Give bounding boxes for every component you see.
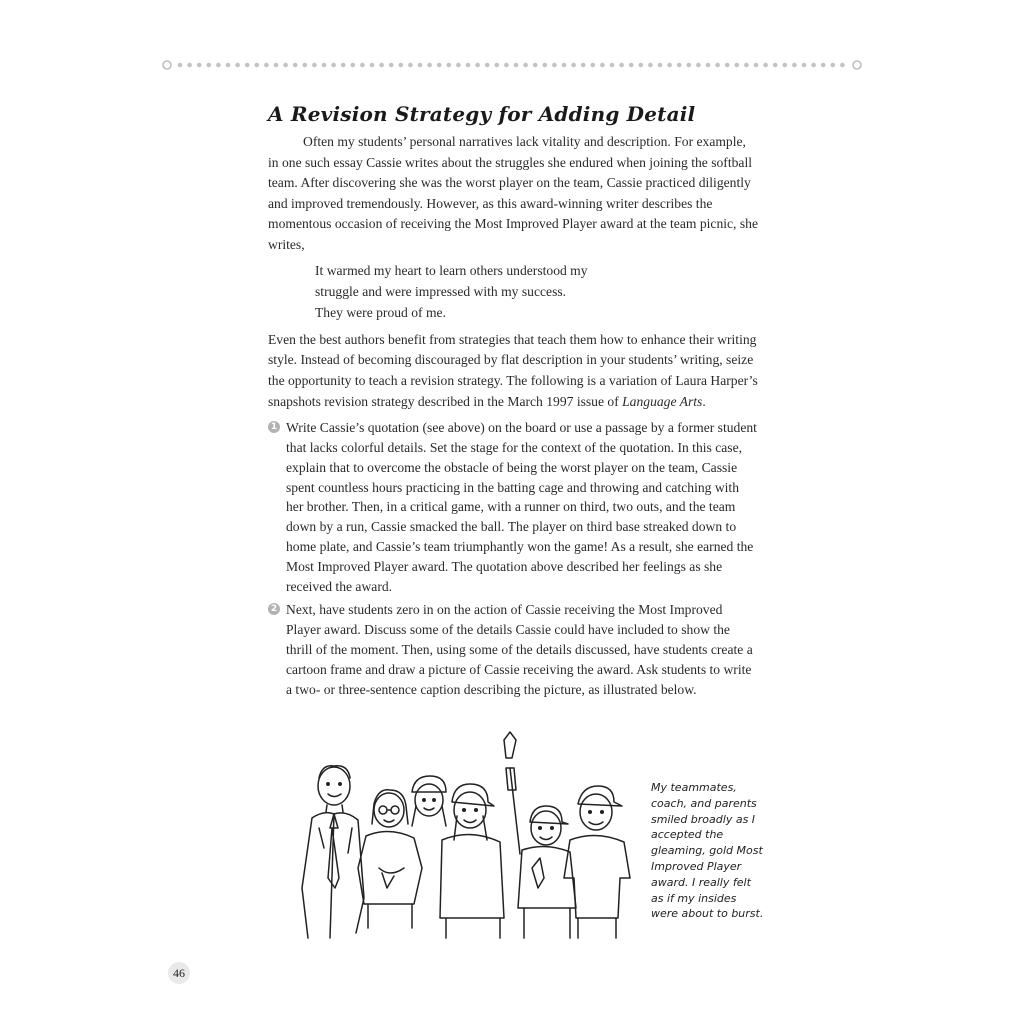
border-dot bbox=[792, 63, 797, 68]
step-text: Next, have students zero in on the action of Cassie receiving the Most Improved Player award. Discuss some of the details Cassie could have included to show the thrill of the moment. Then, using some of the details discussed, have students create a cartoon frame and draw a picture of Cassie receiving the award. Ask students to write a two- or three-sentence caption describing the picture, as illustrated below. bbox=[286, 602, 753, 697]
border-dot bbox=[370, 63, 375, 68]
border-dot bbox=[226, 63, 231, 68]
border-dot bbox=[485, 63, 490, 68]
cassie-with-trophy-figure bbox=[504, 732, 576, 938]
border-dot bbox=[523, 63, 528, 68]
border-dot bbox=[379, 63, 384, 68]
border-dot bbox=[399, 63, 404, 68]
border-dot bbox=[456, 63, 461, 68]
strategy-paragraph bbox=[268, 330, 758, 412]
page-title: A Revision Strategy for Adding Detail bbox=[268, 102, 696, 126]
border-dot bbox=[619, 63, 624, 68]
steps-list bbox=[268, 418, 758, 699]
center-player-figure bbox=[440, 784, 504, 938]
border-dot bbox=[562, 63, 567, 68]
border-dot bbox=[255, 63, 260, 68]
border-dot bbox=[207, 63, 212, 68]
border-dot bbox=[303, 63, 308, 68]
border-dot bbox=[245, 63, 250, 68]
border-dot bbox=[504, 63, 509, 68]
page-number: 46 bbox=[168, 962, 190, 984]
border-dot bbox=[293, 63, 298, 68]
coach-figure bbox=[302, 766, 364, 938]
border-dot bbox=[610, 63, 615, 68]
border-dot bbox=[600, 63, 605, 68]
border-dot bbox=[197, 63, 202, 68]
border-dot bbox=[341, 63, 346, 68]
border-dot bbox=[543, 63, 548, 68]
border-dot bbox=[667, 63, 672, 68]
quote-line: It warmed my heart to learn others understood my bbox=[315, 262, 588, 278]
border-dot bbox=[235, 63, 240, 68]
border-dot bbox=[312, 63, 317, 68]
step-item bbox=[268, 418, 758, 596]
border-dot bbox=[475, 63, 480, 68]
border-dot bbox=[495, 63, 500, 68]
step-number-badge: 2 bbox=[268, 603, 280, 615]
border-dot bbox=[571, 63, 576, 68]
border-dot bbox=[783, 63, 788, 68]
border-dot bbox=[648, 63, 653, 68]
quote-line: They were proud of me. bbox=[315, 305, 446, 321]
border-dot bbox=[773, 63, 778, 68]
border-dot bbox=[389, 63, 394, 68]
border-dot bbox=[581, 63, 586, 68]
page-content bbox=[268, 100, 758, 703]
step-text: Write Cassie’s quotation (see above) on the board or use a passage by a former student that lacks colorful details. Set the stage for the context of the quotation. In this case, explain that to overcome the obstacle of being the worst player on the team, Cassie spent countless hours practicing in the batting cage and throwing and catching with her brother. Then, in a critical game, with a runner on third, two outs, and the team down by a run, Cassie smacked the ball. The player on third base streaked down to home plate, and Cassie’s team triumphantly won the game! As a result, she earned the Most Improved Player award. The quotation above described her feelings as she received the award. bbox=[286, 420, 757, 594]
border-dot bbox=[821, 63, 826, 68]
border-dot bbox=[591, 63, 596, 68]
illustration-caption: My teammates, coach, and parents smiled broadly as I accepted the gleaming, gold Most Improved Player award. I really felt as if my insides were about to burst. bbox=[651, 781, 764, 921]
border-dot bbox=[677, 63, 682, 68]
border-dot bbox=[322, 63, 327, 68]
border-dot bbox=[696, 63, 701, 68]
border-dot bbox=[754, 63, 759, 68]
decorative-dot-border bbox=[160, 58, 864, 72]
strategy-text-end: . bbox=[702, 393, 706, 409]
boy-with-cap-figure bbox=[564, 786, 630, 938]
border-dot bbox=[811, 63, 816, 68]
step-item bbox=[268, 600, 758, 699]
border-dot bbox=[715, 63, 720, 68]
border-dot bbox=[706, 63, 711, 68]
girl-with-cap-figure bbox=[412, 776, 446, 826]
border-dot bbox=[744, 63, 749, 68]
border-dot bbox=[763, 63, 768, 68]
journal-title: Language Arts bbox=[622, 393, 703, 409]
border-dot bbox=[178, 63, 183, 68]
border-dot bbox=[216, 63, 221, 68]
border-dot bbox=[840, 63, 845, 68]
quote-line: struggle and were impressed with my success. bbox=[315, 283, 567, 299]
border-dot bbox=[725, 63, 730, 68]
border-dot bbox=[629, 63, 634, 68]
border-dot bbox=[831, 63, 836, 68]
border-dot bbox=[274, 63, 279, 68]
border-dot bbox=[687, 63, 692, 68]
border-dot bbox=[447, 63, 452, 68]
border-dot bbox=[639, 63, 644, 68]
border-dot bbox=[552, 63, 557, 68]
border-dot bbox=[360, 63, 365, 68]
border-dot bbox=[514, 63, 519, 68]
border-dot bbox=[735, 63, 740, 68]
border-dot bbox=[802, 63, 807, 68]
border-dot bbox=[408, 63, 413, 68]
team-award-illustration bbox=[294, 728, 634, 948]
border-dot bbox=[658, 63, 663, 68]
border-dot bbox=[533, 63, 538, 68]
border-dot bbox=[466, 63, 471, 68]
intro-paragraph: Often my students’ personal narratives lack vitality and description. For example, in one such essay Cassie writes about the struggles she endured when joining the softball team. After discovering she was the worst player on the team, Cassie practiced diligently and improved tremendously. However, as this award-winning writer describes the momentous occasion of receiving the Most Improved Player award at the team picnic, she writes, bbox=[268, 134, 758, 252]
border-dot bbox=[283, 63, 288, 68]
border-dot bbox=[418, 63, 423, 68]
block-quote bbox=[315, 260, 758, 324]
border-dot bbox=[331, 63, 336, 68]
border-dot bbox=[187, 63, 192, 68]
strategy-text: Even the best authors benefit from strategies that teach them how to enhance their writing style. Instead of becoming discouraged by flat description in your students’ writing, seize the opportunity to teach a revision strategy. The following is a variation of Laura Harper’s snapshots revision strategy described in the March 1997 issue of bbox=[268, 331, 758, 409]
border-dot bbox=[264, 63, 269, 68]
border-dot bbox=[351, 63, 356, 68]
girl-with-glasses-figure bbox=[358, 790, 422, 928]
border-dot bbox=[437, 63, 442, 68]
step-number-badge: 1 bbox=[268, 421, 280, 433]
border-dot bbox=[427, 63, 432, 68]
